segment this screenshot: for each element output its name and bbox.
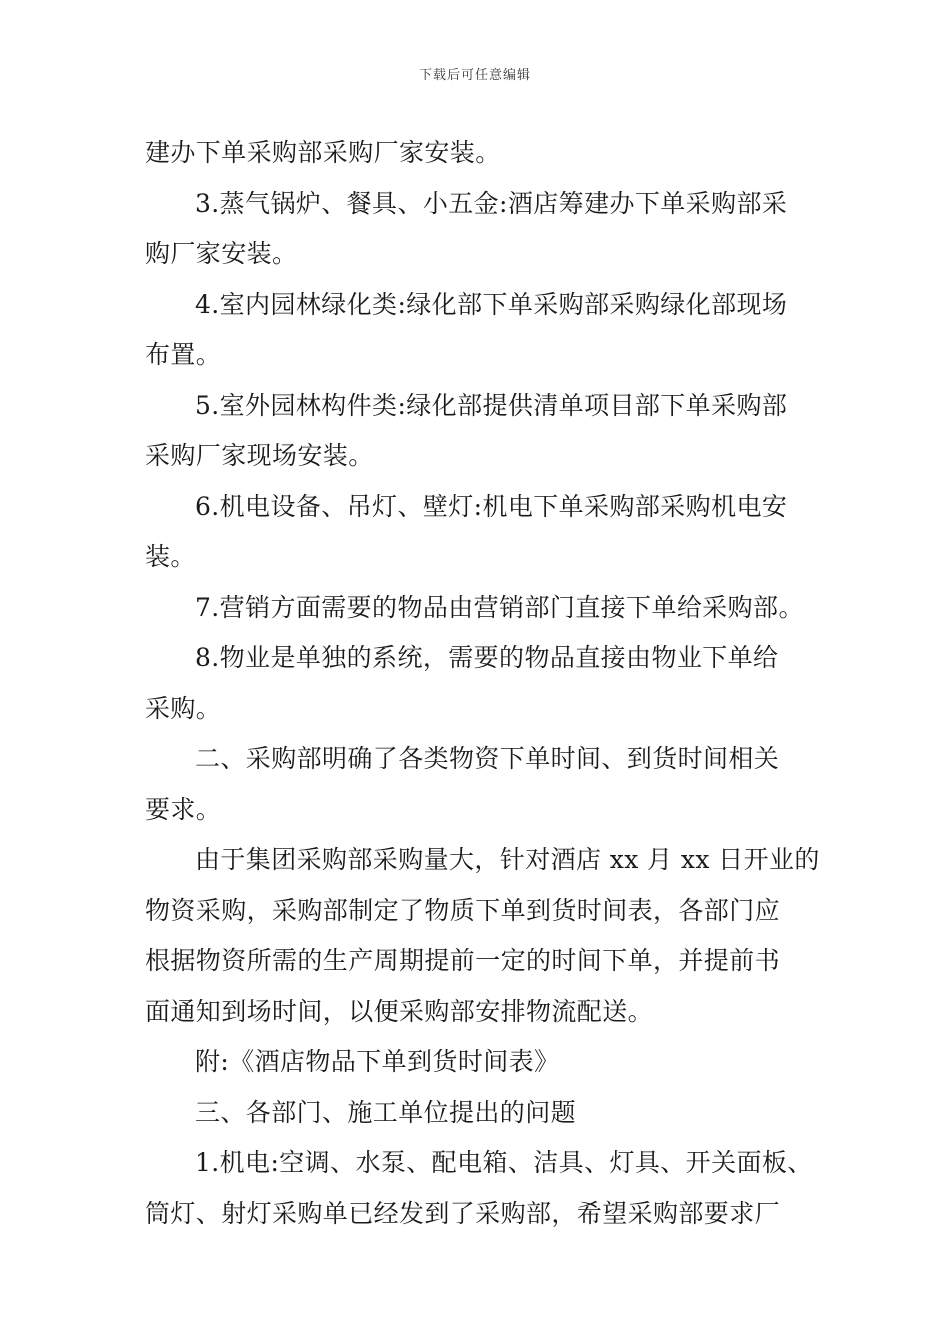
text-line: 由于集团采购部采购量大，针对酒店 xx 月 xx 日开业的 bbox=[195, 845, 820, 874]
page-header: 下载后可任意编辑 bbox=[418, 68, 531, 83]
text-line: 采购。 bbox=[145, 693, 222, 723]
text-line: 筒灯、射灯采购单已经发到了采购部，希望采购部要求厂 bbox=[145, 1198, 781, 1228]
text-line: 5.室外园林构件类:绿化部提供清单项目部下单采购部 bbox=[195, 390, 788, 420]
text-line: 6.机电设备、吊灯、壁灯:机电下单采购部采购机电安 bbox=[195, 491, 788, 521]
text-line: 3.蒸气锅炉、餐具、小五金:酒店筹建办下单采购部采 bbox=[195, 188, 788, 218]
text-line: 布置。 bbox=[145, 340, 222, 369]
text-line: 根据物资所需的生产周期提前一定的时间下单，并提前书 bbox=[145, 946, 781, 975]
attachment-note: 附:《酒店物品下单到货时间表》 bbox=[195, 1047, 560, 1076]
text-line: 1.机电:空调、水泵、配电箱、洁具、灯具、开关面板、 bbox=[195, 1148, 813, 1177]
text-line: 装。 bbox=[145, 542, 196, 571]
document-body bbox=[145, 128, 825, 1239]
text-line: 采购厂家现场安装。 bbox=[145, 441, 374, 470]
text-line: 8.物业是单独的系统，需要的物品直接由物业下单给 bbox=[195, 643, 779, 672]
section-heading: 三、各部门、施工单位提出的问题 bbox=[195, 1097, 577, 1127]
text-line: 建办下单采购部采购厂家安装。 bbox=[145, 138, 501, 167]
text-line: 面通知到场时间，以便采购部安排物流配送。 bbox=[145, 996, 654, 1026]
text-line: 4.室内园林绿化类:绿化部下单采购部采购绿化部现场 bbox=[195, 289, 788, 319]
text-line: 要求。 bbox=[145, 794, 222, 824]
section-heading: 二、采购部明确了各类物资下单时间、到货时间相关 bbox=[195, 744, 780, 773]
text-line: 7.营销方面需要的物品由营销部门直接下单给采购部。 bbox=[195, 592, 804, 622]
text-line: 物资采购，采购部制定了物质下单到货时间表，各部门应 bbox=[145, 895, 781, 925]
text-line: 购厂家安装。 bbox=[145, 239, 298, 268]
